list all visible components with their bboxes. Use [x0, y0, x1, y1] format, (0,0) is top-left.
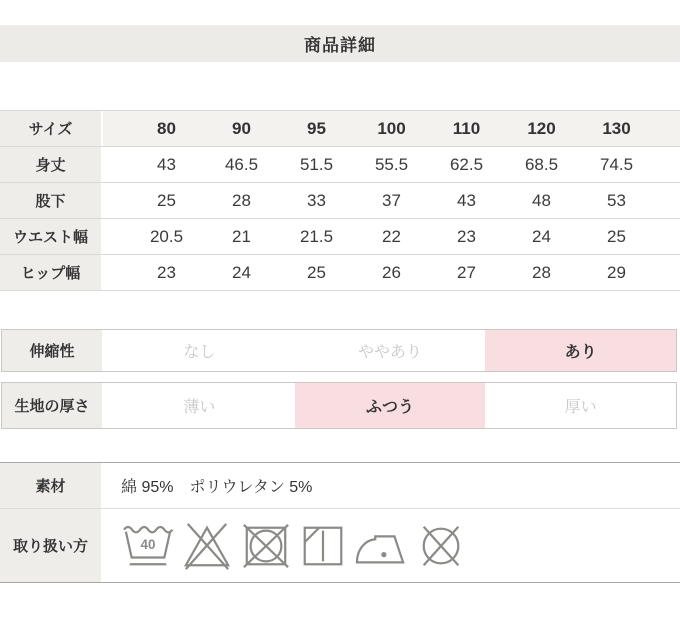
- care-label: 取り扱い方: [0, 509, 103, 582]
- material-row: [0, 463, 680, 508]
- size-col: 120: [527, 118, 556, 138]
- stretch-indicator-row: [1, 329, 677, 372]
- cell: 74.5: [599, 154, 634, 174]
- row-label: 股下: [0, 183, 103, 218]
- thickness-option-thick: 厚い: [485, 383, 676, 428]
- cell: 33: [307, 190, 326, 210]
- cell: 26: [382, 262, 401, 282]
- page-title: 商品詳細: [0, 25, 680, 62]
- cell: 28: [532, 262, 551, 282]
- cell: 25: [157, 190, 176, 210]
- cell: 25: [607, 226, 626, 246]
- cell: 68.5: [524, 154, 559, 174]
- row-label: ウエスト幅: [0, 219, 103, 254]
- stretch-option-yes-selected: あり: [485, 330, 676, 371]
- material-value: 綿 95% ポリウレタン 5%: [103, 463, 680, 508]
- cell: 46.5: [224, 154, 259, 174]
- thickness-option-normal-selected: ふつう: [295, 383, 486, 428]
- cell: 21: [232, 226, 251, 246]
- iron-low-heat-icon: [353, 521, 409, 571]
- thickness-option-thin: 薄い: [104, 383, 295, 428]
- cell: 21.5: [299, 226, 334, 246]
- size-col: 95: [307, 118, 326, 138]
- cell: 43: [457, 190, 476, 210]
- size-col: 80: [157, 118, 176, 138]
- size-col: 100: [377, 118, 406, 138]
- stretch-option-none: なし: [104, 330, 295, 371]
- do-not-bleach-icon: [180, 521, 234, 571]
- do-not-dry-clean-icon: [414, 521, 468, 571]
- size-table: [0, 110, 680, 291]
- details-section: [0, 462, 680, 583]
- row-label: 身丈: [0, 147, 103, 182]
- size-table-header-row: [0, 111, 680, 147]
- thickness-label: 生地の厚さ: [2, 383, 104, 428]
- cell: 43: [157, 154, 176, 174]
- cell: 51.5: [299, 154, 334, 174]
- thickness-indicator-row: [1, 382, 677, 429]
- table-row-hip-width: [0, 255, 680, 291]
- care-icons: [103, 509, 680, 582]
- cell: 28: [232, 190, 251, 210]
- size-header-values: [103, 111, 680, 146]
- cell: 25: [307, 262, 326, 282]
- row-label: ヒップ幅: [0, 255, 103, 290]
- line-dry-in-shade-icon: [298, 521, 348, 571]
- stretch-label: 伸縮性: [2, 330, 104, 371]
- table-row-inseam: [0, 183, 680, 219]
- cell: 55.5: [374, 154, 409, 174]
- table-row-body-length: [0, 147, 680, 183]
- size-header-label: サイズ: [0, 111, 103, 146]
- cell: 62.5: [449, 154, 484, 174]
- cell: 23: [157, 262, 176, 282]
- stretch-option-slight: ややあり: [295, 330, 486, 371]
- material-label: 素材: [0, 463, 103, 508]
- cell: 29: [607, 262, 626, 282]
- cell: 22: [382, 226, 401, 246]
- cell: 27: [457, 262, 476, 282]
- do-not-tumble-dry-icon: [239, 521, 293, 571]
- cell: 23: [457, 226, 476, 246]
- cell: 20.5: [149, 226, 184, 246]
- cell: 24: [532, 226, 551, 246]
- cell: 48: [532, 190, 551, 210]
- cell: 37: [382, 190, 401, 210]
- cell: 53: [607, 190, 626, 210]
- size-col: 90: [232, 118, 251, 138]
- size-col: 110: [452, 118, 481, 138]
- wash-40-gentle-icon: [121, 521, 175, 571]
- care-row: [0, 508, 680, 582]
- svg-text:40: 40: [140, 536, 156, 552]
- cell: 24: [232, 262, 251, 282]
- size-col: 130: [602, 118, 631, 138]
- table-row-waist-width: [0, 219, 680, 255]
